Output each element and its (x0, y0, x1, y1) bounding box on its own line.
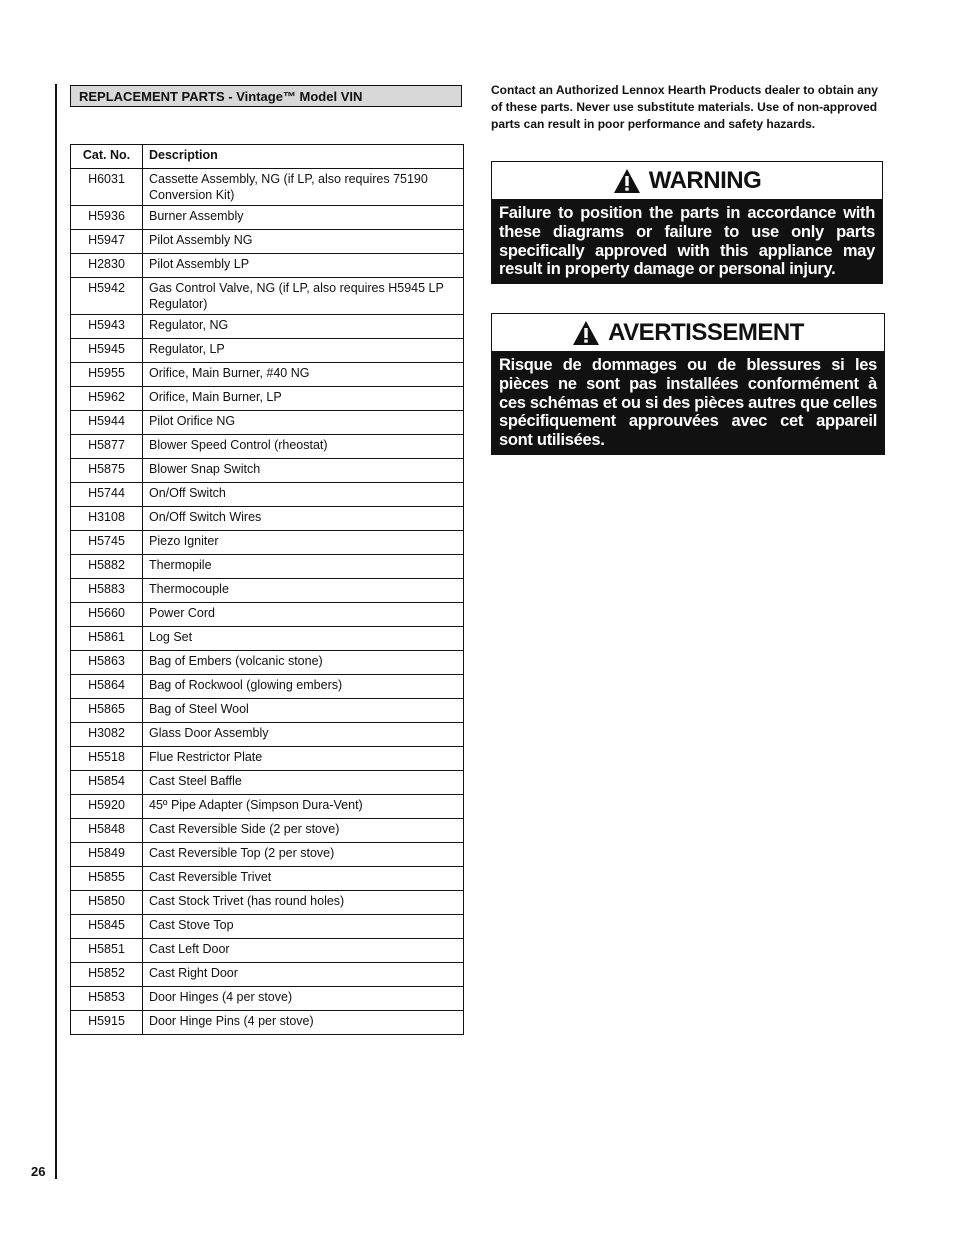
description-cell: Cast Reversible Top (2 per stove) (143, 843, 464, 867)
table-row (71, 363, 464, 387)
table-row (71, 206, 464, 230)
description-cell: Pilot Assembly NG (143, 230, 464, 254)
cat-no-cell: H5660 (71, 603, 143, 627)
cat-no-cell: H5947 (71, 230, 143, 254)
cat-no-cell: H5854 (71, 771, 143, 795)
warning-title: WARNING (648, 166, 762, 194)
description-cell: Cast Reversible Side (2 per stove) (143, 819, 464, 843)
cat-no-cell: H5877 (71, 435, 143, 459)
cat-no-cell: H2830 (71, 254, 143, 278)
description-cell: Orifice, Main Burner, LP (143, 387, 464, 411)
description-cell: Orifice, Main Burner, #40 NG (143, 363, 464, 387)
avertissement-title: AVERTISSEMENT (608, 318, 804, 346)
cat-no-cell: H5855 (71, 867, 143, 891)
cat-no-cell: H5955 (71, 363, 143, 387)
header-cat-no: Cat. No. (71, 145, 143, 169)
table-row (71, 411, 464, 435)
description-cell: Burner Assembly (143, 206, 464, 230)
cat-no-cell: H5852 (71, 963, 143, 987)
cat-no-cell: H3082 (71, 723, 143, 747)
description-cell: Thermocouple (143, 579, 464, 603)
description-cell: 45º Pipe Adapter (Simpson Dura-Vent) (143, 795, 464, 819)
margin-rule (55, 84, 57, 1179)
description-cell: Blower Snap Switch (143, 459, 464, 483)
description-cell: Cast Left Door (143, 939, 464, 963)
intro-text: Contact an Authorized Lennox Hearth Products dealer to obtain any of these parts. Never use substitute materials. Use of non-approved parts can result in poor performance and safety hazards. (491, 83, 878, 131)
cat-no-cell: H5875 (71, 459, 143, 483)
cat-no-cell: H5861 (71, 627, 143, 651)
cat-no-cell: H5863 (71, 651, 143, 675)
table-row (71, 169, 464, 206)
description-cell: Cast Reversible Trivet (143, 867, 464, 891)
warning-body: Failure to position the parts in accordance with these diagrams or failure to use only parts specifically approved with this appliance may result in property damage or personal injury. (492, 199, 882, 283)
cat-no-cell: H5853 (71, 987, 143, 1011)
table-row (71, 819, 464, 843)
table-row (71, 843, 464, 867)
warning-header (492, 162, 882, 199)
cat-no-cell: H5944 (71, 411, 143, 435)
description-cell: Bag of Steel Wool (143, 699, 464, 723)
table-row (71, 771, 464, 795)
cat-no-cell: H5744 (71, 483, 143, 507)
table-row (71, 531, 464, 555)
table-row (71, 603, 464, 627)
table-row (71, 963, 464, 987)
description-cell: Door Hinges (4 per stove) (143, 987, 464, 1011)
cat-no-cell: H5864 (71, 675, 143, 699)
description-cell: Flue Restrictor Plate (143, 747, 464, 771)
table-row (71, 987, 464, 1011)
table-row (71, 939, 464, 963)
description-cell: Cassette Assembly, NG (if LP, also requires 75190 Conversion Kit) (143, 169, 464, 206)
table-row (71, 1011, 464, 1035)
table-row (71, 387, 464, 411)
table-row (71, 315, 464, 339)
avertissement-header (492, 314, 884, 351)
warning-triangle-icon (613, 168, 641, 194)
table-row (71, 795, 464, 819)
cat-no-cell: H5882 (71, 555, 143, 579)
description-cell: On/Off Switch Wires (143, 507, 464, 531)
avertissement-box (491, 313, 885, 455)
table-row (71, 339, 464, 363)
table-row (71, 278, 464, 315)
section-title: REPLACEMENT PARTS - Vintage™ Model VIN (70, 85, 462, 107)
table-row (71, 435, 464, 459)
description-cell: Door Hinge Pins (4 per stove) (143, 1011, 464, 1035)
page-number: 26 (31, 1164, 46, 1179)
table-row (71, 555, 464, 579)
description-cell: Thermopile (143, 555, 464, 579)
cat-no-cell: H5920 (71, 795, 143, 819)
table-row (71, 891, 464, 915)
table-row (71, 675, 464, 699)
cat-no-cell: H5942 (71, 278, 143, 315)
warning-box (491, 161, 883, 284)
description-cell: Glass Door Assembly (143, 723, 464, 747)
table-row (71, 579, 464, 603)
cat-no-cell: H5883 (71, 579, 143, 603)
description-cell: Piezo Igniter (143, 531, 464, 555)
cat-no-cell: H5848 (71, 819, 143, 843)
cat-no-cell: H5865 (71, 699, 143, 723)
table-row (71, 507, 464, 531)
description-cell: Regulator, NG (143, 315, 464, 339)
description-cell: Pilot Assembly LP (143, 254, 464, 278)
description-cell: On/Off Switch (143, 483, 464, 507)
parts-table (70, 144, 464, 1035)
table-row (71, 867, 464, 891)
table-row (71, 651, 464, 675)
cat-no-cell: H5943 (71, 315, 143, 339)
cat-no-cell: H5745 (71, 531, 143, 555)
table-header-row (71, 145, 464, 169)
cat-no-cell: H5851 (71, 939, 143, 963)
description-cell: Bag of Rockwool (glowing embers) (143, 675, 464, 699)
cat-no-cell: H5845 (71, 915, 143, 939)
table-row (71, 230, 464, 254)
cat-no-cell: H5850 (71, 891, 143, 915)
cat-no-cell: H5936 (71, 206, 143, 230)
description-cell: Cast Stove Top (143, 915, 464, 939)
description-cell: Bag of Embers (volcanic stone) (143, 651, 464, 675)
description-cell: Gas Control Valve, NG (if LP, also requires H5945 LP Regulator) (143, 278, 464, 315)
cat-no-cell: H5945 (71, 339, 143, 363)
warning-triangle-icon (572, 320, 600, 346)
cat-no-cell: H6031 (71, 169, 143, 206)
table-row (71, 483, 464, 507)
parts-table-body (71, 169, 464, 1035)
table-row (71, 699, 464, 723)
table-row (71, 627, 464, 651)
description-cell: Blower Speed Control (rheostat) (143, 435, 464, 459)
description-cell: Pilot Orifice NG (143, 411, 464, 435)
table-row (71, 747, 464, 771)
cat-no-cell: H5915 (71, 1011, 143, 1035)
table-row (71, 915, 464, 939)
description-cell: Log Set (143, 627, 464, 651)
description-cell: Cast Stock Trivet (has round holes) (143, 891, 464, 915)
table-row (71, 254, 464, 278)
table-row (71, 723, 464, 747)
cat-no-cell: H5849 (71, 843, 143, 867)
cat-no-cell: H5962 (71, 387, 143, 411)
table-row (71, 459, 464, 483)
cat-no-cell: H3108 (71, 507, 143, 531)
description-cell: Regulator, LP (143, 339, 464, 363)
description-cell: Power Cord (143, 603, 464, 627)
header-description: Description (143, 145, 464, 169)
cat-no-cell: H5518 (71, 747, 143, 771)
description-cell: Cast Right Door (143, 963, 464, 987)
description-cell: Cast Steel Baffle (143, 771, 464, 795)
avertissement-body: Risque de dommages ou de blessures si les pièces ne sont pas installées conformément à ces schémas et ou si des pièces autres que celles spécifiquement approuvées avec cet appareil sont utilisées. (492, 351, 884, 454)
